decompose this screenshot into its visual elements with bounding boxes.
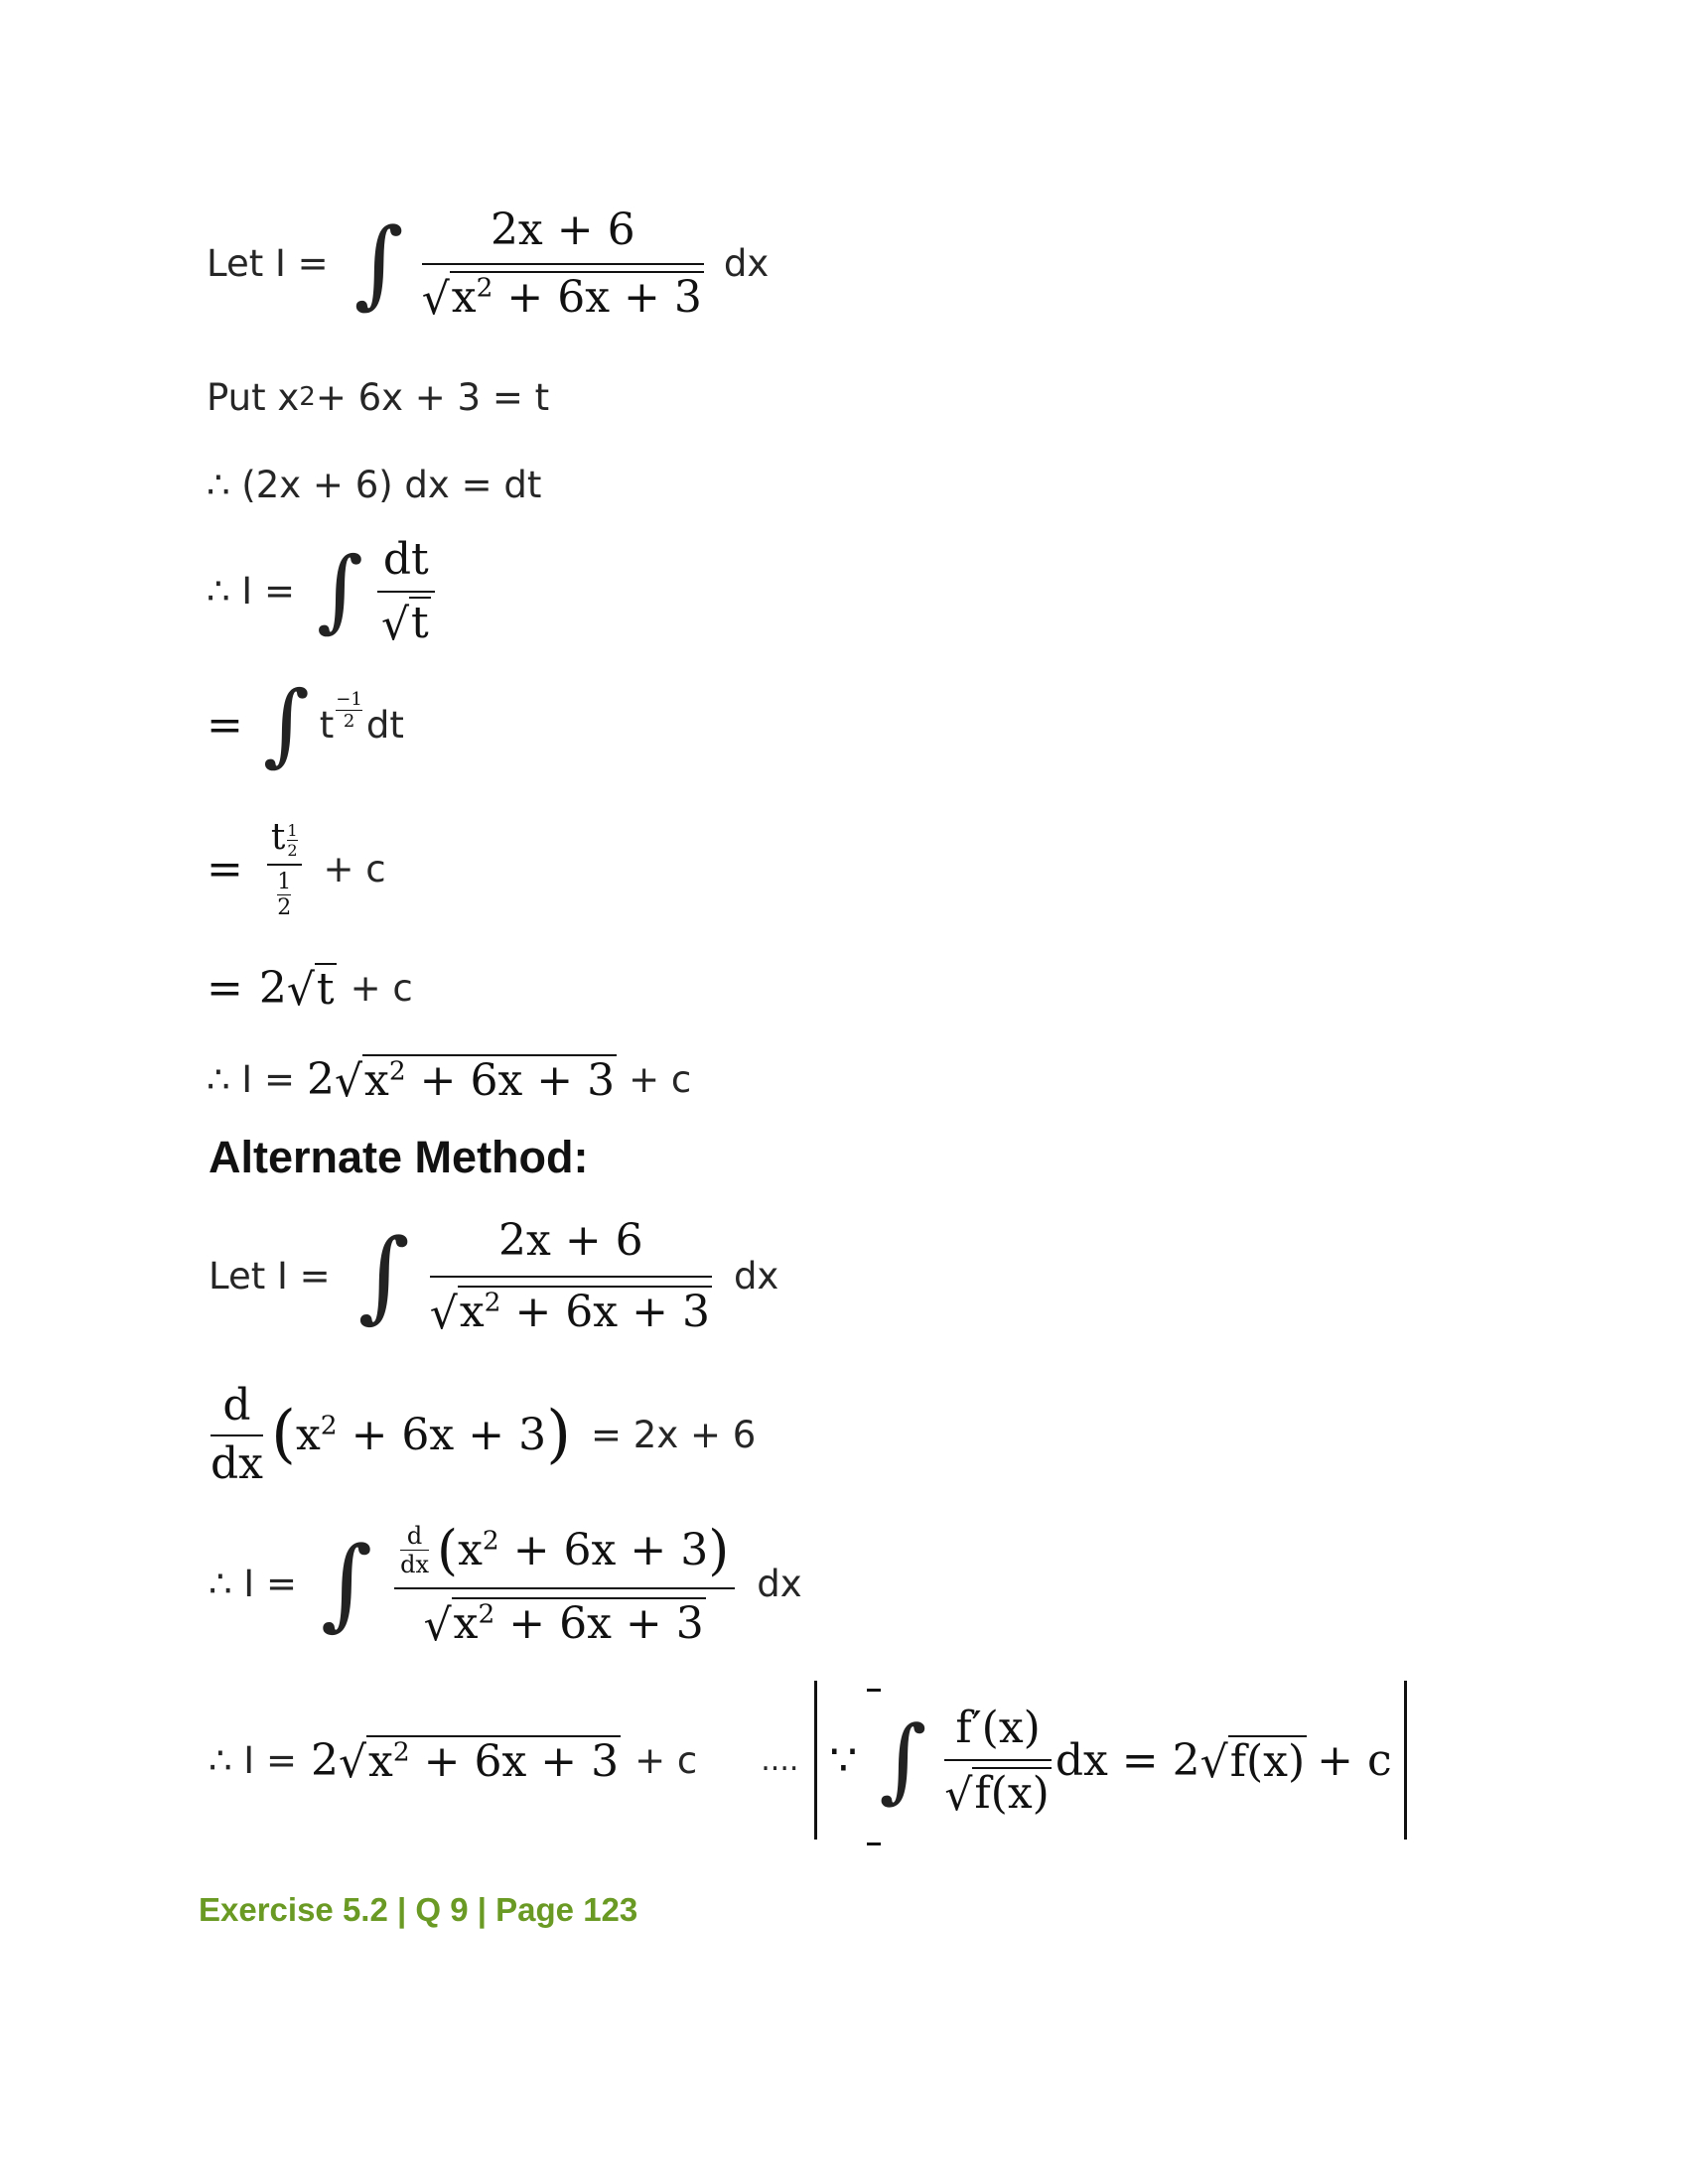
fraction-t-half: t $\frac{1}{2}$ $\frac{1}{2}$ [267,817,302,920]
integral-sign: ∫ [353,207,404,319]
alt-eq-derivative: $\frac{d}{dx}$ ( $x^2 + 6x + 3$ ) = 2x + 6 [211,1380,757,1489]
sqrt-denominator: √ $x^2 + 6x + 3$ [421,272,702,325]
rule-bracket: ∵ ∫ f′(x) √ f(x) dx = 2 √ f(x) + c [814,1681,1406,1840]
alt-eq-let-integral: Let I = ∫ 2x + 6 √ $x^2 + 6x + 3$ dx [209,1215,779,1339]
eq-final-result: ∴ I = 2 √ $x^2 + 6x + 3$ + c [207,1053,692,1108]
numerator: 2x + 6 [490,205,635,256]
eq-power-form: = ∫ t $\frac{-1}{2}$ dt [207,672,404,776]
let-label: Let I = [207,241,329,285]
eq-let-integral [207,199,769,328]
alt-eq-integral-derivative: ∴ I = ∫ $\frac{d}{dx}$ ( $x^2 + 6x + 3$ ) √ $x^2 + 6x + 3$ dx [209,1519,802,1651]
fraction [421,205,704,325]
eq-simplified: = 2 √ t + c [207,962,413,1017]
exponent-neg-half: $\frac{-1}{2}$ [336,688,362,732]
integral-sign: ∫ [879,1706,927,1813]
exercise-reference: Exercise 5.2 | Q 9 | Page 123 [199,1891,638,1928]
alt-eq-final-with-rule: ∴ I = 2 √ $x^2 + 6x + 3$ + c .... ∵ ∫ f′(x) √ f(x) dx = 2 √ f(x) + c [209,1676,1407,1844]
bracket-left-top [867,1689,881,1692]
eq-integral-t: ∴ I = ∫ dt √ t [207,526,435,655]
bracket-left-bottom [867,1843,881,1845]
dx-label: dx [723,241,770,285]
integral-sign: ∫ [316,538,363,642]
integral-sign: ∫ [357,1217,410,1333]
because-symbol: ∵ [829,1734,858,1786]
ellipsis: .... [761,1742,799,1778]
eq-substitution: Put x 2 + 6x + 3 = t [207,375,550,419]
integral-sign: ∫ [262,672,310,776]
alternate-method-heading: Alternate Method: [209,1132,589,1182]
fraction-dt-sqrt-t: dt √ t [377,534,435,646]
integral-sign: ∫ [320,1525,373,1641]
eq-integrated: = t $\frac{1}{2}$ $\frac{1}{2}$ + c [207,817,386,920]
eq-differential: ∴ (2x + 6) dx = dt [207,463,542,506]
